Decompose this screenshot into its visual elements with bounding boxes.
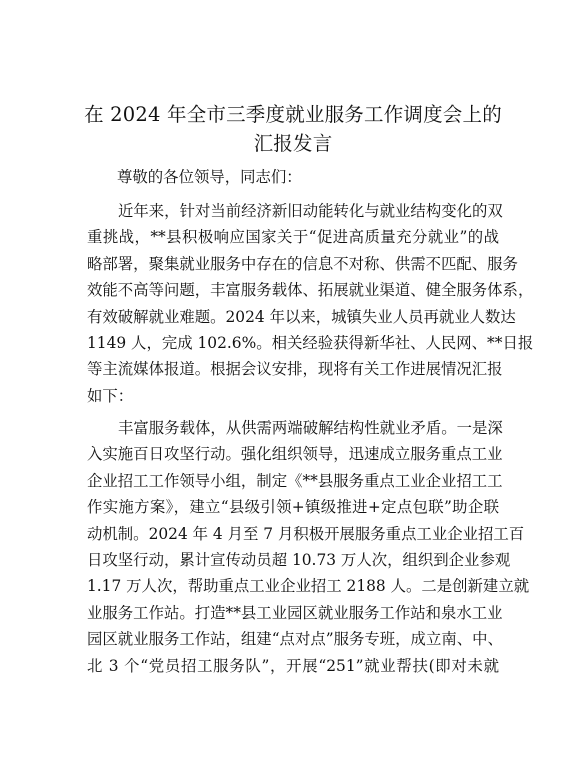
paragraph-service-carriers	[87, 415, 530, 679]
paragraph-line: 企业招工工作领导小组，制定《**县服务重点工业企业招工工	[87, 471, 503, 490]
paragraph-line: 作实施方案》，建立“县级引领+镇级推进+定点包联”助企联	[87, 498, 499, 517]
paragraph-line: 效能不高等问题，丰富服务载体、拓展就业渠道、健全服务体系，	[87, 281, 534, 300]
title-line: 汇报发言	[253, 132, 333, 155]
paragraph-intro	[87, 198, 534, 409]
paragraph-line: 重挑战，**县积极响应国家关于“促进高质量充分就业”的战	[87, 228, 499, 247]
paragraph-line: 近年来，针对当前经济新旧动能转化与就业结构变化的双	[118, 202, 503, 220]
salutation: 尊敬的各位领导，同志们：	[117, 168, 302, 186]
paragraph-line: 有效破解就业难题。2024 年以来，城镇失业人员再就业人数达	[87, 307, 516, 326]
paragraph-line: 1.17 万人次，帮助重点工业企业招工 2188 人。二是创新建立就	[87, 577, 530, 596]
title-line: 在 2024 年全市三季度就业服务工作调度会上的	[84, 103, 502, 126]
paragraph-line: 入实施百日攻坚行动。强化组织领导，迅速成立服务重点工业	[87, 445, 503, 464]
paragraph-line: 业服务工作站。打造**县工业园区就业服务工作站和泉水工业	[87, 603, 503, 622]
paragraph-line: 丰富服务载体，从供需两端破解结构性就业矛盾。一是深	[118, 419, 503, 437]
paragraph-line: 北 3 个“党员招工服务队”，开展“251”就业帮扶(即对未就	[87, 656, 499, 675]
paragraph-line: 等主流媒体报道。根据会议安排，现将有关工作进展情况汇报	[87, 360, 503, 379]
paragraph-line: 如下：	[87, 386, 134, 405]
paragraph-line: 日攻坚行动，累计宣传动员超 10.73 万人次，组织到企业参观	[87, 550, 511, 569]
paragraph-line: 园区就业服务工作站，组建“点对点”服务专班，成立南、中、	[87, 630, 503, 649]
paragraph-line: 略部署，聚集就业服务中存在的信息不对称、供需不匹配、服务	[87, 254, 518, 273]
paragraph-line: 动机制。2024 年 4 月至 7 月积极开展服务重点工业企业招工百	[87, 524, 525, 543]
document-title	[60, 100, 526, 158]
paragraph-line: 1149 人，完成 102.6%。相关经验获得新华社、人民网、**日报	[87, 333, 534, 352]
